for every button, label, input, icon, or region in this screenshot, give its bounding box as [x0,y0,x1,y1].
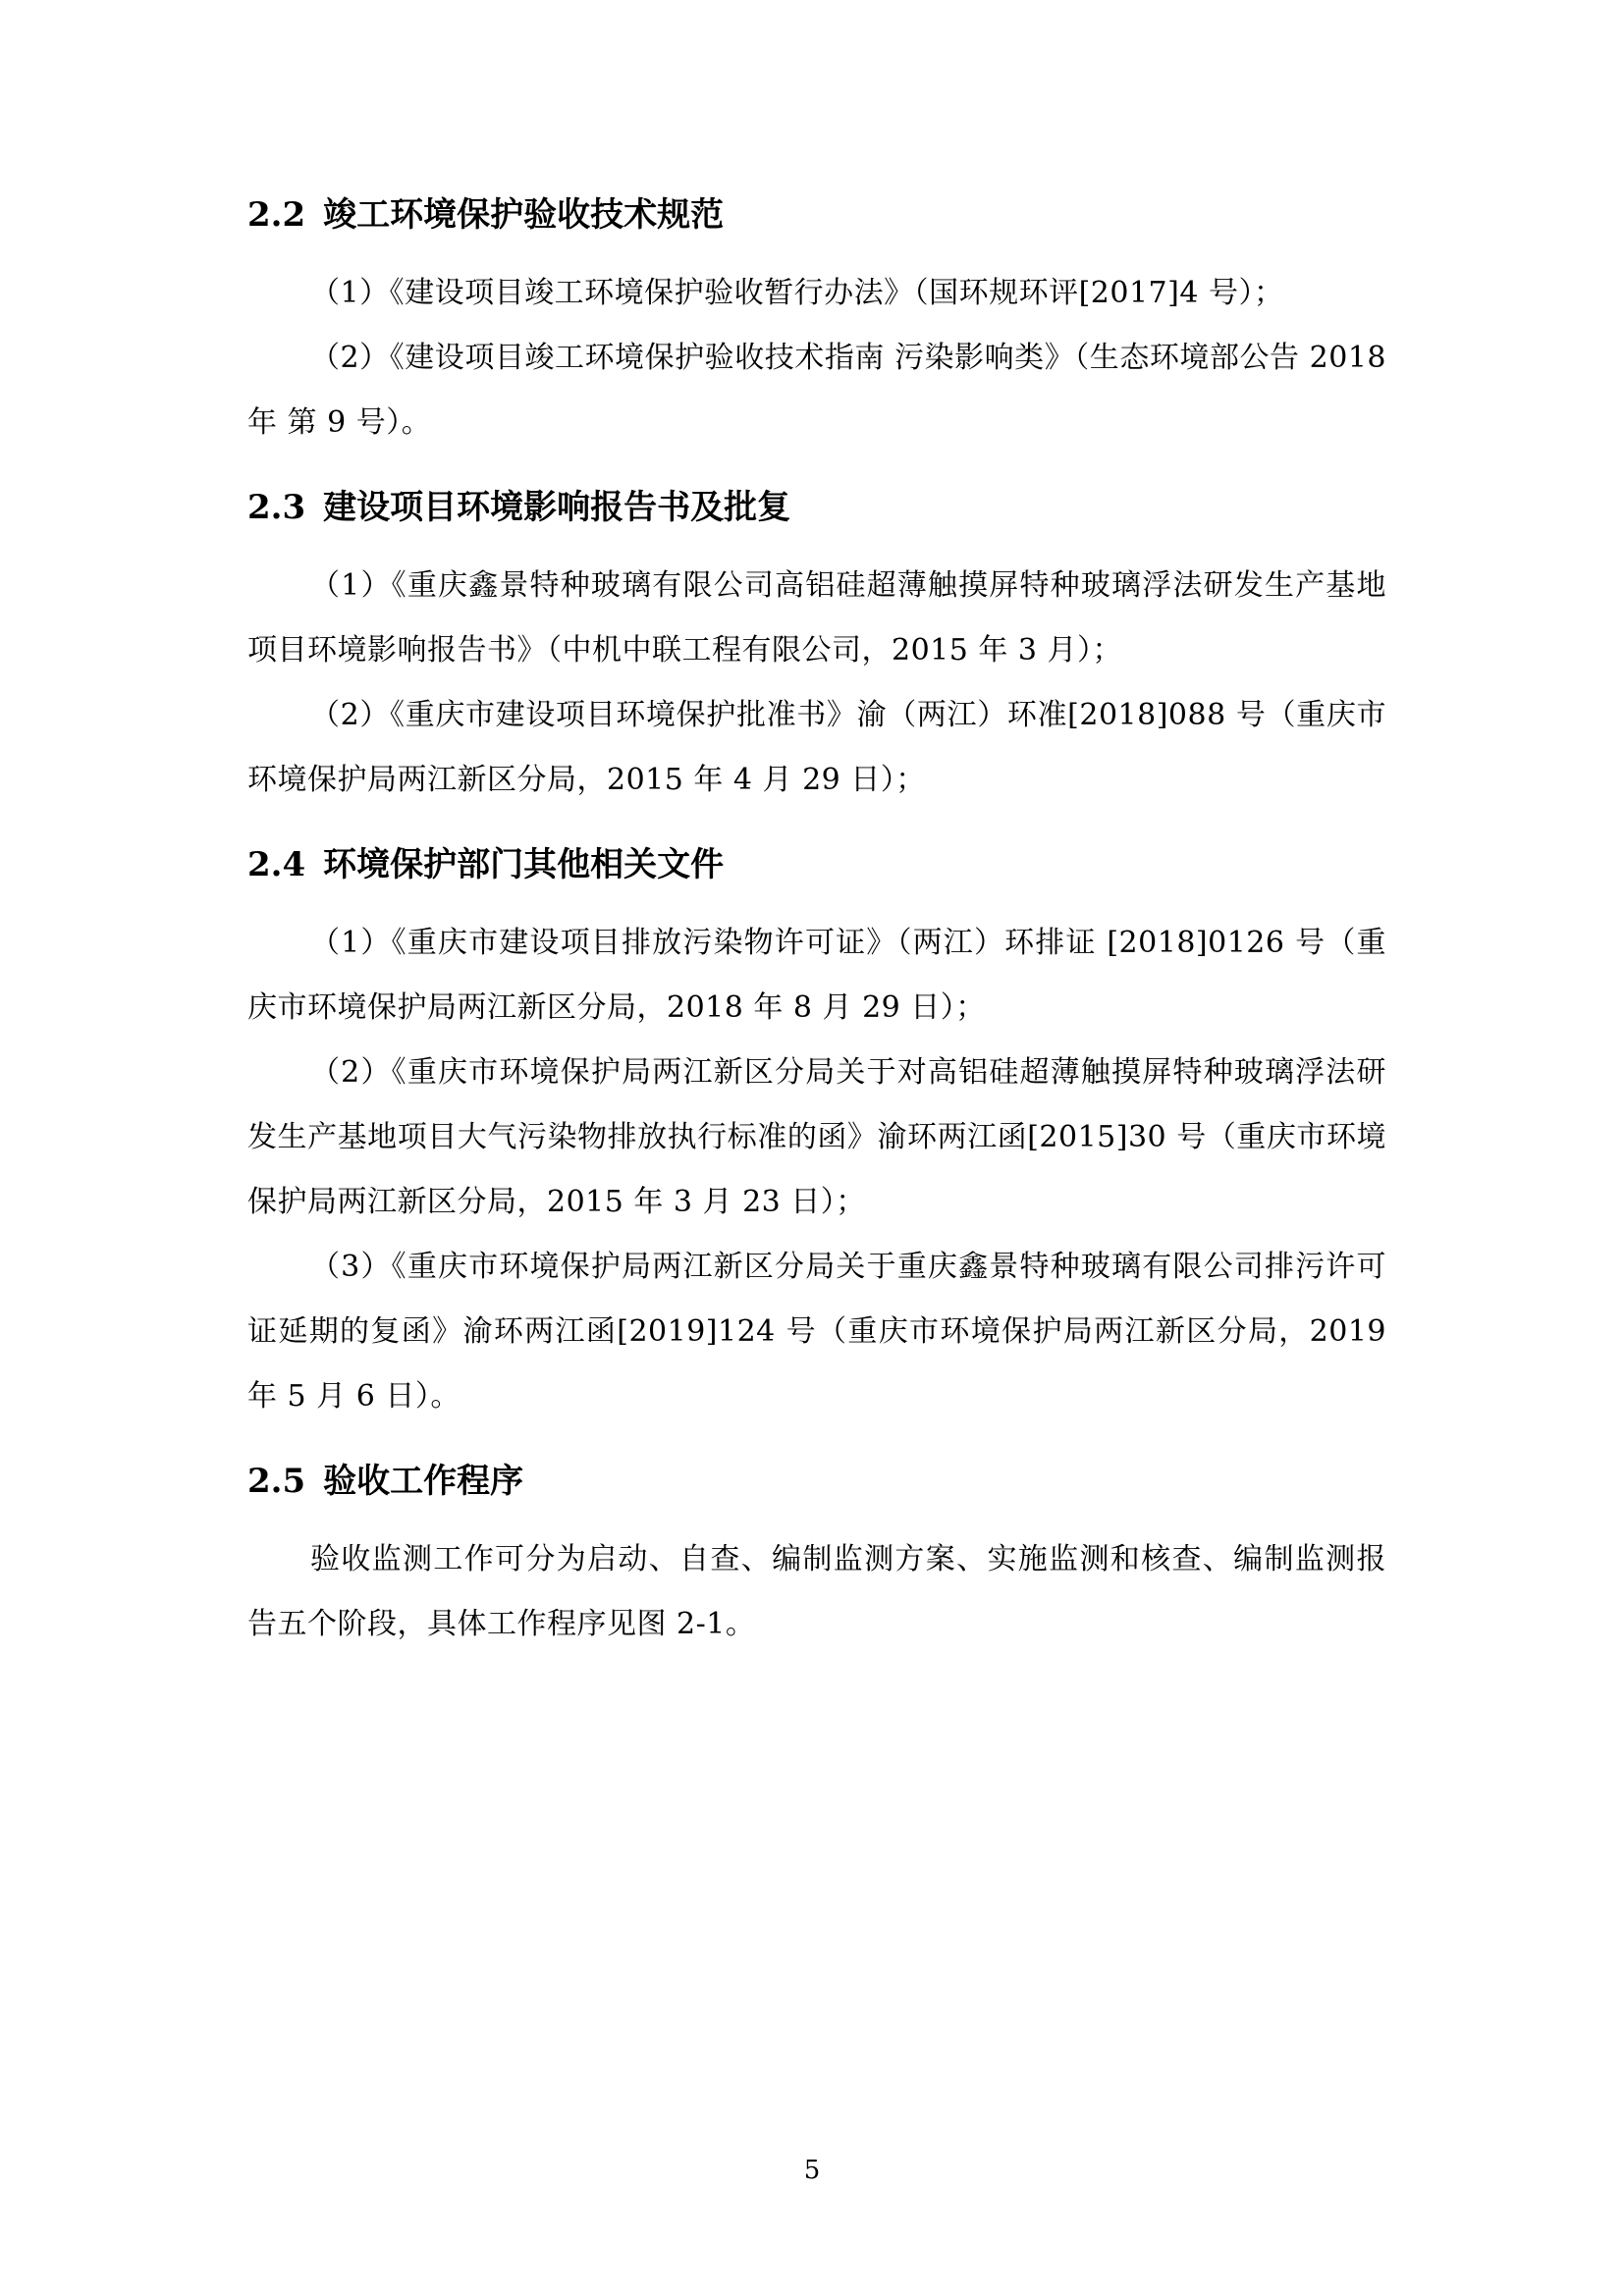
paragraph: （3）《重庆市环境保护局两江新区分局关于重庆鑫景特种玻璃有限公司排污许可证延期的复函》渝环两江函[2019]124 号（重庆市环境保护局两江新区分局，2019 年 5 月 6 日）。 [247,1250,1386,1414]
paragraph: （1）《建设项目竣工环境保护验收暂行办法》（国环规环评[2017]4 号）； [310,276,1284,310]
section-title: 验收工作程序 [323,1462,524,1501]
section-number: 2.4 [247,845,306,884]
section-heading-2-2 [247,192,1386,238]
section-title: 环境保护部门其他相关文件 [323,845,725,884]
paragraph: （2）《建设项目竣工环境保护验收技术指南 污染影响类》（生态环境部公告 2018 年 第 9 号）。 [247,341,1386,440]
section-heading-2-5 [247,1459,1386,1504]
page-number: 5 [803,2156,821,2185]
paragraph: （2）《重庆市环境保护局两江新区分局关于对高铝硅超薄触摸屏特种玻璃浮法研发生产基地项目大气污染物排放执行标准的函》渝环两江函[2015]30 号（重庆市环境保护局两江新区分局，2015 年 3 月 23 日）； [247,1055,1386,1219]
paragraph: （1）《重庆鑫景特种玻璃有限公司高铝硅超薄触摸屏特种玻璃浮法研发生产基地项目环境影响报告书》（中机中联工程有限公司，2015 年 3 月）； [247,568,1386,667]
section-heading-2-4 [247,842,1386,887]
paragraph: （2）《重庆市建设项目环境保护批准书》渝（两江）环准[2018]088 号（重庆市环境保护局两江新区分局，2015 年 4 月 29 日）； [247,698,1386,797]
section-title: 竣工环境保护验收技术规范 [323,195,725,235]
section-heading-2-3 [247,485,1386,530]
paragraph: （1）《重庆市建设项目排放污染物许可证》（两江）环排证 [2018]0126 号（重庆市环境保护局两江新区分局，2018 年 8 月 29 日）； [247,926,1386,1025]
section-number: 2.2 [247,195,306,235]
page-content [247,192,1386,1657]
section-number: 2.5 [247,1462,306,1501]
paragraph: 验收监测工作可分为启动、自查、编制监测方案、实施监测和核查、编制监测报告五个阶段，具体工作程序见图 2-1。 [247,1542,1386,1641]
section-number: 2.3 [247,488,306,527]
section-title: 建设项目环境影响报告书及批复 [323,488,791,527]
